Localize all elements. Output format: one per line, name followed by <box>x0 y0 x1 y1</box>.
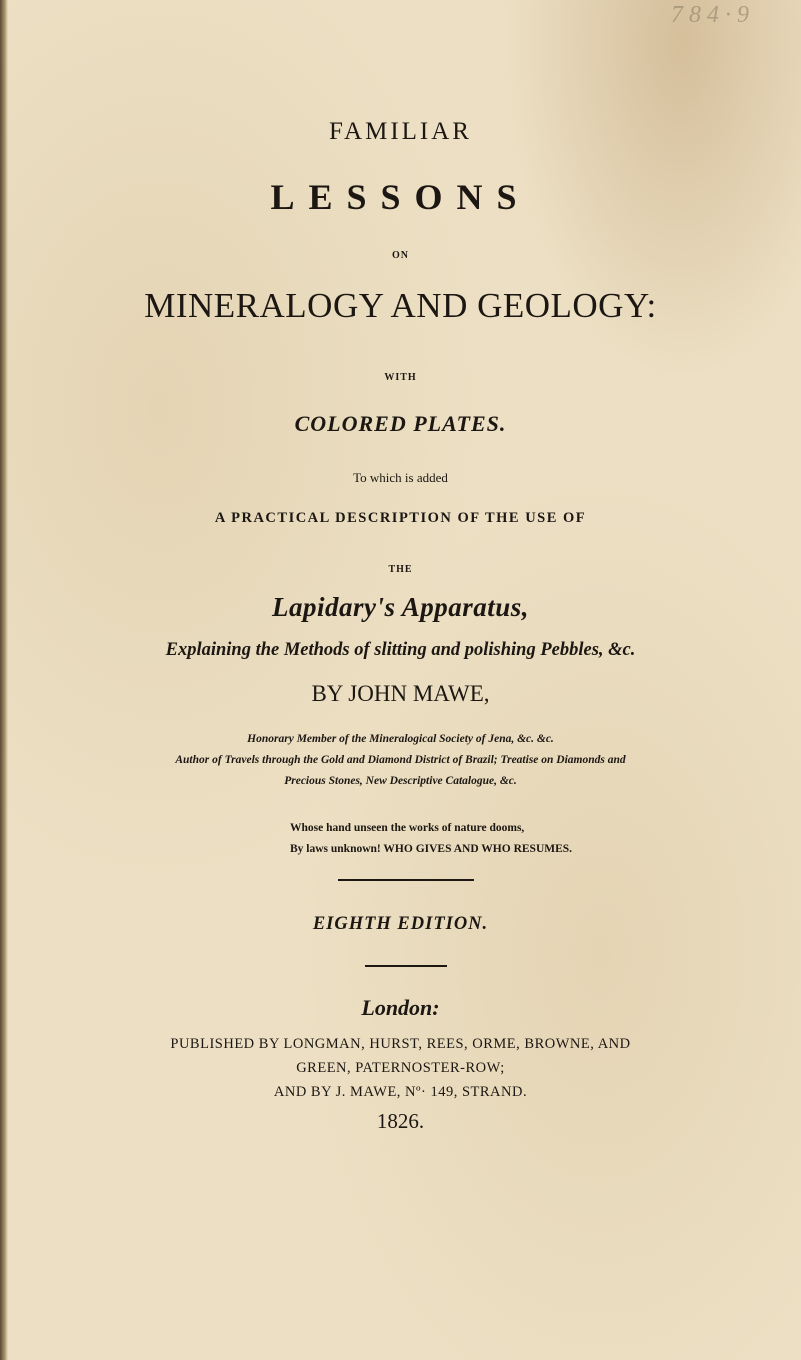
explaining-line: Explaining the Methods of slitting and polishing Pebbles, &c. <box>165 640 636 660</box>
subject-heading: MINERALOGY AND GEOLOGY: <box>144 286 657 325</box>
publication-year: 1826. <box>376 1109 425 1133</box>
practical-description: A PRACTICAL DESCRIPTION OF THE USE OF <box>214 510 587 526</box>
title-lessons: LESSONS <box>270 177 531 217</box>
divider-rule-1 <box>338 879 474 881</box>
colored-plates: COLORED PLATES. <box>294 411 507 436</box>
publisher-line-2: GREEN, PATERNOSTER-ROW; <box>296 1060 505 1076</box>
word-on: ON <box>392 250 409 261</box>
to-which-added: To which is added <box>353 470 448 485</box>
word-with: WITH <box>384 372 417 383</box>
author-credit-1: Honorary Member of the Mineralogical Society of Jena, &c. &c. <box>247 733 554 745</box>
author-line: BY JOHN MAWE, <box>311 681 490 706</box>
epigraph-line-1: Whose hand unseen the works of nature dooms, <box>290 822 525 834</box>
lapidarys-apparatus: Lapidary's Apparatus, <box>271 592 530 622</box>
title-familiar: FAMILIAR <box>329 118 472 145</box>
publisher-line-1: PUBLISHED BY LONGMAN, HURST, REES, ORME, BROWNE, AND <box>170 1036 631 1052</box>
divider-rule-2 <box>365 965 447 967</box>
edition: EIGHTH EDITION. <box>312 914 489 934</box>
author-credit-2: Author of Travels through the Gold and Diamond District of Brazil; Treatise on Diamonds and <box>175 754 626 766</box>
epigraph-line-2: By laws unknown! WHO GIVES AND WHO RESUMES. <box>290 843 573 855</box>
corner-pencil-mark: 7 8 4 · 9 <box>671 2 749 28</box>
word-the: THE <box>388 564 413 575</box>
publisher-line-3: AND BY J. MAWE, Nº· 149, STRAND. <box>273 1084 528 1100</box>
author-credit-3: Precious Stones, New Descriptive Catalogue, &c. <box>284 775 517 787</box>
city-london: London: <box>361 995 440 1020</box>
